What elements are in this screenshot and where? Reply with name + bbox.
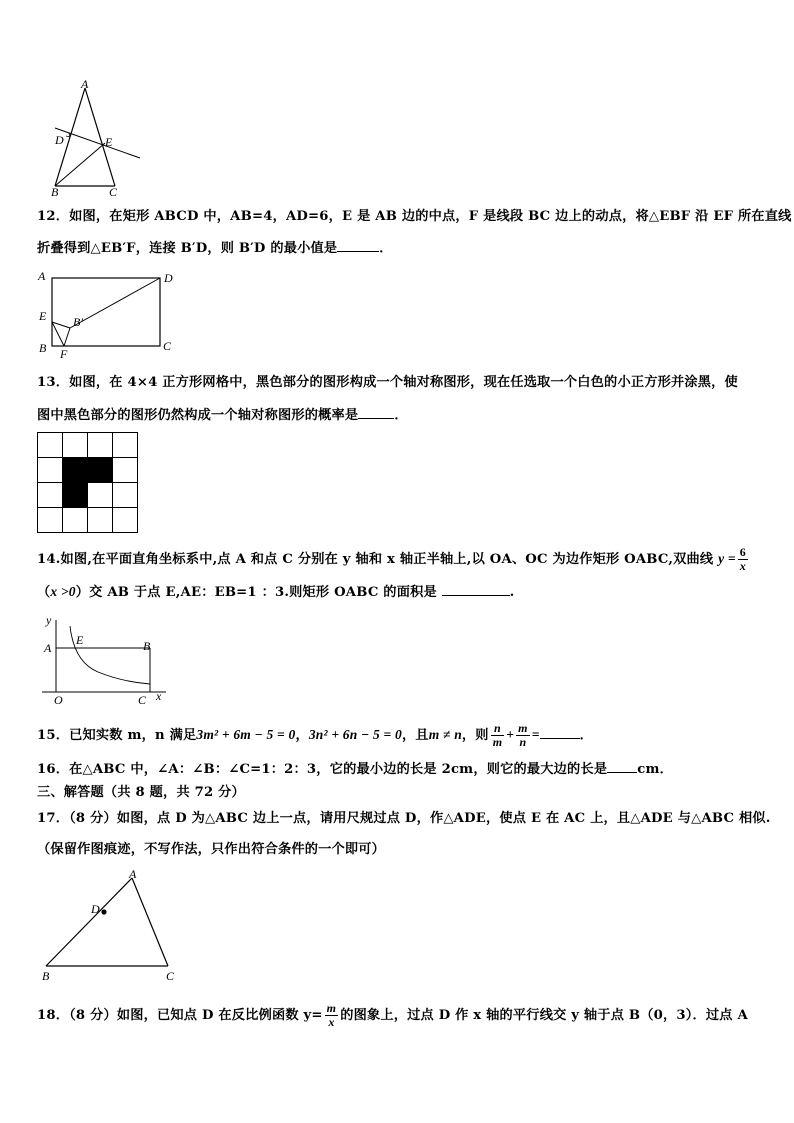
grid-cell-white xyxy=(63,508,88,533)
grid-4x4 xyxy=(37,432,138,533)
label-A: A xyxy=(129,867,137,881)
q17-line1: 17．（8 分）如图，点 D 为△ABC 边上一点，请用尺规过点 D，作△ADE，使点 E 在 AC 上，且△ADE 与△ABC 相似. xyxy=(37,811,771,826)
coordinate-diagram xyxy=(38,612,173,707)
q16-text: 16．在△ABC 中，∠A：∠B：∠C=1：2：3，它的最小边的长是 2cm，则它的最大边的长是 xyxy=(37,762,608,777)
label-D: D xyxy=(55,133,64,147)
triangle-diagram xyxy=(45,78,145,198)
figure-q14 xyxy=(38,612,173,707)
q18-frac-num: m xyxy=(326,1001,337,1015)
label-B: B xyxy=(143,639,151,653)
q14-cond: x >0 xyxy=(50,584,76,599)
grid-cell-white xyxy=(88,483,113,508)
q15-text-b: ，且 xyxy=(401,728,429,743)
label-y: y xyxy=(46,613,52,627)
grid-cell-white xyxy=(88,508,113,533)
grid-cell-white xyxy=(113,508,138,533)
rectangle-diagram xyxy=(36,270,186,360)
q14-line2-text: ）交 AB 于点 E,AE：EB=1 ：3.则矩形 OABC 的面积是 xyxy=(75,585,437,600)
label-A: A xyxy=(38,269,46,283)
q18-text-b: 的图象上，过点 D 作 x 轴的平行线交 y 轴于点 B（0，3）．过点 A xyxy=(340,1008,748,1023)
q14-line2 xyxy=(37,581,514,603)
q16-answer-blank[interactable] xyxy=(607,758,637,773)
grid-cell-white xyxy=(38,433,63,458)
q15-frac2 xyxy=(516,722,530,749)
q18-line xyxy=(37,1002,748,1029)
label-B-prime: B′ xyxy=(73,315,83,329)
grid-cell-white xyxy=(88,433,113,458)
q18-fraction xyxy=(325,1002,339,1029)
q15-frac1 xyxy=(491,722,505,749)
q12-line2 xyxy=(37,237,393,259)
q15-line xyxy=(37,722,593,749)
label-C: C xyxy=(138,693,147,707)
label-E: E xyxy=(76,633,84,647)
q15-f1-num: n xyxy=(491,722,505,736)
q13-answer-blank[interactable] xyxy=(358,404,394,419)
q12-end: ． xyxy=(379,241,393,256)
q12-line2-text: 折叠得到△EB′F，连接 B′D，则 B′D 的最小值是 xyxy=(37,241,338,256)
grid-cell-white xyxy=(113,433,138,458)
label-D: D xyxy=(91,902,100,916)
q15-f2-num: m xyxy=(518,721,528,735)
figure-q11 xyxy=(45,78,145,198)
grid-cell-black xyxy=(63,483,88,508)
q15-answer-blank[interactable] xyxy=(540,724,580,739)
grid-cell-white xyxy=(113,458,138,483)
label-A: A xyxy=(81,77,89,91)
q13-line2 xyxy=(37,404,408,426)
q16-line xyxy=(37,758,673,780)
q13-line1: 13．如图，在 4×4 正方形网格中，黑色部分的图形构成一个轴对称图形，现在任选取一个白色的小正方形并涂黑，使 xyxy=(37,375,738,390)
label-C: C xyxy=(166,969,175,983)
q14-line1-text: 14.如图,在平面直角坐标系中,点 A 和点 C 分别在 y 轴和 x 轴正半轴上,以 OA、OC 为边作矩形 OABC,双曲线 xyxy=(37,552,714,567)
triangle-abc-diagram xyxy=(38,866,188,986)
q14-line1 xyxy=(37,546,750,573)
label-E: E xyxy=(105,135,113,149)
q14-paren-open: （ xyxy=(37,585,51,600)
q15-cond: m ≠ n xyxy=(428,727,462,742)
q18-frac-den: x xyxy=(328,1015,335,1029)
grid-cell-black xyxy=(88,458,113,483)
label-B: B xyxy=(42,969,50,983)
label-B: B xyxy=(51,185,59,199)
q17-line2: （保留作图痕迹，不写作法，只作出符合条件的一个即可） xyxy=(37,842,386,857)
q15-plus: + xyxy=(506,727,515,742)
label-C: C xyxy=(109,185,118,199)
q14-eq-lhs: y = xyxy=(718,551,736,566)
q13-end: ． xyxy=(394,408,408,423)
q15-text-a: 15．已知实数 m，n 满足 xyxy=(37,728,197,743)
q14-answer-blank[interactable] xyxy=(442,581,510,596)
q15-end: ． xyxy=(579,728,593,743)
label-x: x xyxy=(156,689,162,703)
q15-eq: = xyxy=(531,727,540,742)
grid-cell-white xyxy=(113,483,138,508)
q12-line1: 12．如图，在矩形 ABCD 中，AB=4，AD=6，E 是 AB 边的中点，F 是线段 BC 边上的动点，将△EBF 沿 EF 所在直线 xyxy=(37,209,792,224)
q16-end: cm． xyxy=(637,762,673,777)
label-F: F xyxy=(60,347,68,361)
q13-line2-text: 图中黑色部分的图形仍然构成一个轴对称图形的概率是 xyxy=(37,408,359,423)
grid-cell-white xyxy=(38,508,63,533)
figure-q12 xyxy=(36,270,186,360)
q15-text-c: ，则 xyxy=(461,728,489,743)
grid-cell-black xyxy=(63,458,88,483)
figure-q17 xyxy=(38,866,188,986)
q18-text-a: 18．（8 分）如图，已知点 D 在反比例函数 y= xyxy=(37,1008,323,1023)
grid-cell-white xyxy=(38,483,63,508)
q15-eq2: 3n² + 6n − 5 = 0 xyxy=(308,727,402,742)
q14-end: . xyxy=(509,585,515,600)
label-C: C xyxy=(163,339,172,353)
q15-sep: ， xyxy=(295,728,309,743)
section-3-title: 三、解答题（共 8 题，共 72 分） xyxy=(37,785,245,800)
q14-frac-den: x xyxy=(739,559,746,573)
grid-cell-white xyxy=(38,458,63,483)
q15-eq1: 3m² + 6m − 5 = 0 xyxy=(196,727,296,742)
label-O: O xyxy=(54,693,63,707)
label-E: E xyxy=(39,309,47,323)
label-D: D xyxy=(164,271,173,285)
q14-fraction xyxy=(738,546,748,573)
label-A: A xyxy=(44,641,52,655)
grid-cell-white xyxy=(63,433,88,458)
label-B: B xyxy=(39,341,47,355)
q15-f2-den: n xyxy=(519,735,527,749)
q14-frac-num: 6 xyxy=(739,545,746,559)
q15-f1-den: m xyxy=(492,735,503,749)
q12-answer-blank[interactable] xyxy=(337,237,379,252)
